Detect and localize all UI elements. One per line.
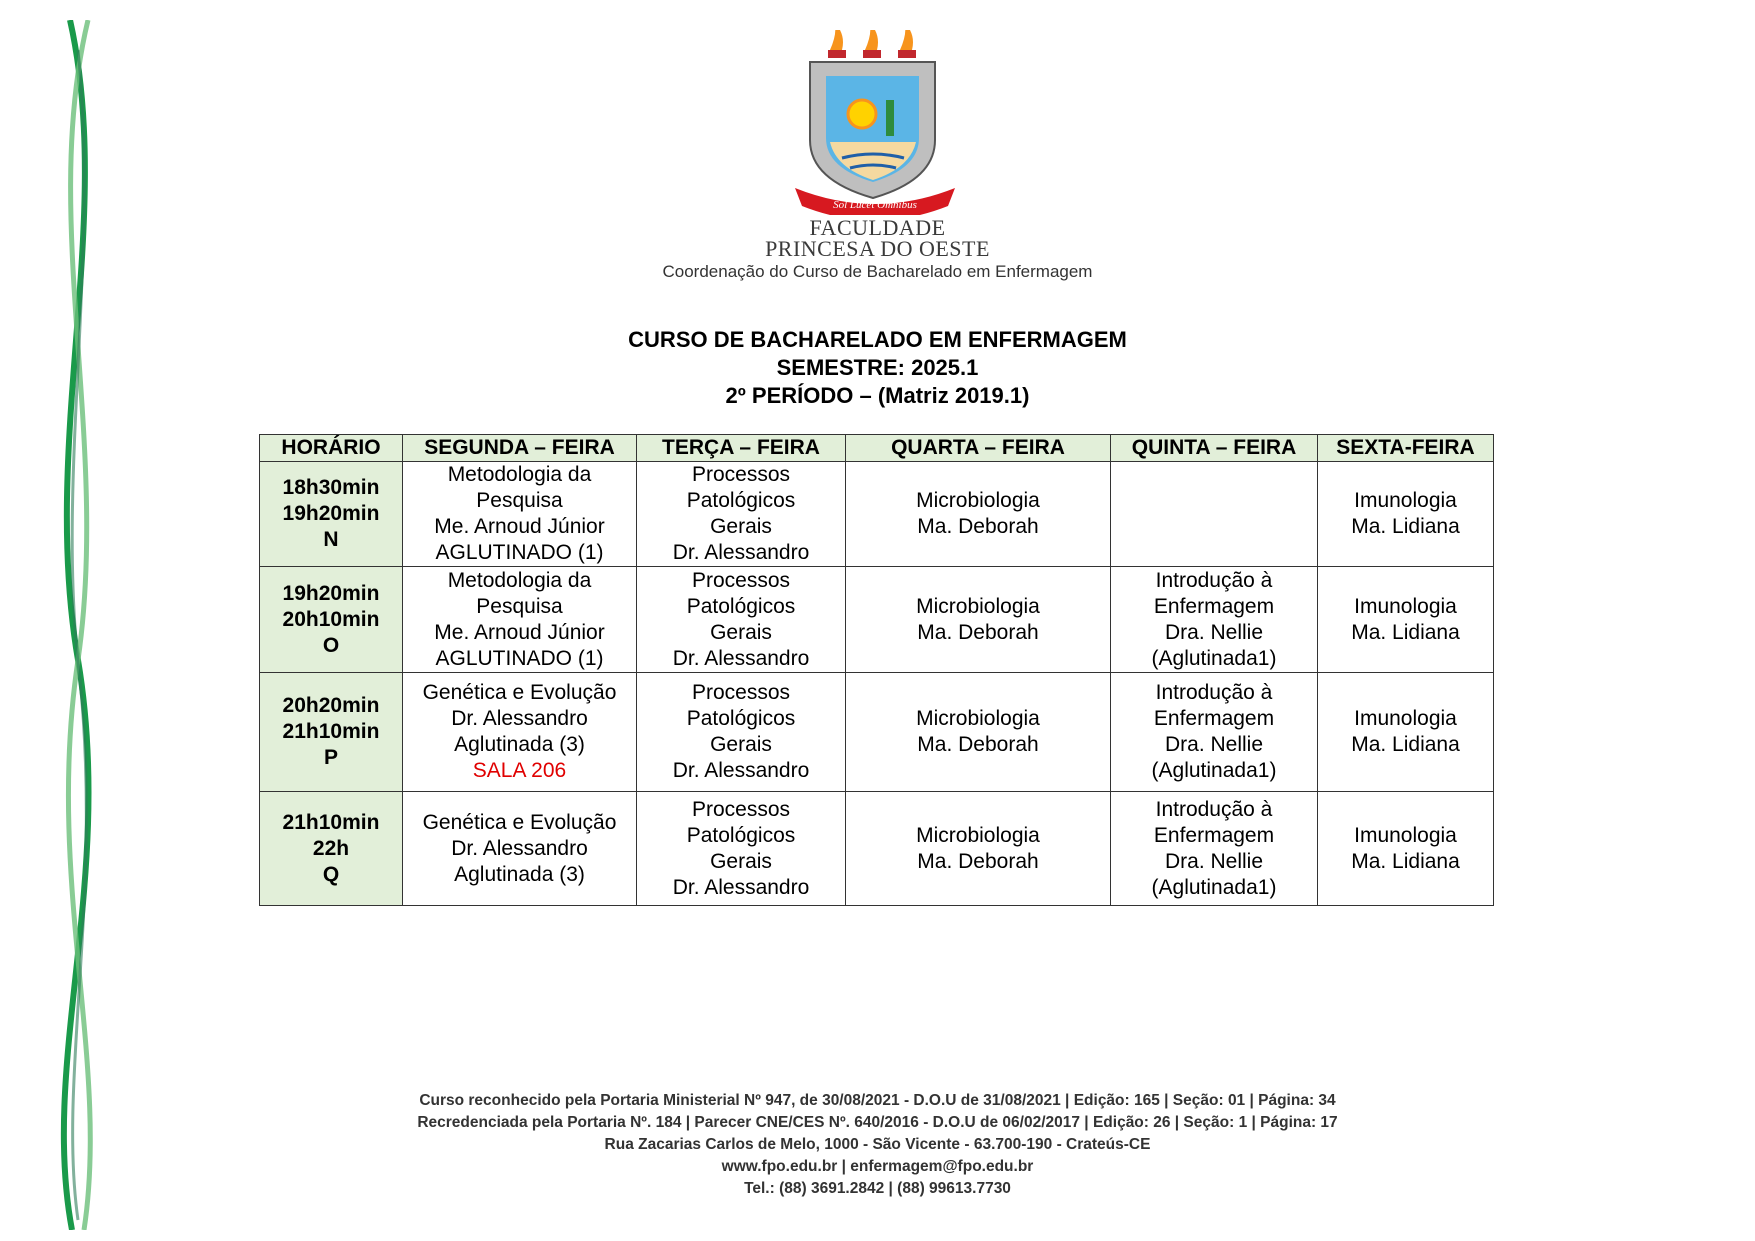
- cell-line: Dra. Nellie: [1164, 733, 1264, 756]
- sun-icon: [848, 100, 876, 128]
- wednesday-cell: [846, 462, 1111, 567]
- cell-line: Processos: [691, 568, 791, 592]
- motto-text: Sol Lucet Omnibus: [833, 199, 917, 211]
- cell-line: (Aglutinada1): [1151, 646, 1277, 670]
- time-cell: [260, 567, 403, 673]
- cell-line: Gerais: [710, 849, 772, 873]
- table-row: [260, 462, 1494, 567]
- cell-line: Microbiologia: [916, 707, 1040, 730]
- footer-line: www.fpo.edu.br | enfermagem@fpo.edu.br: [721, 1158, 1034, 1175]
- cell-line: Ma. Lidiana: [1351, 620, 1460, 644]
- cell-line: AGLUTINADO (1): [435, 541, 604, 564]
- cell-line: Introdução à: [1155, 681, 1273, 704]
- cell-line: Dr. Alessandro: [672, 541, 810, 564]
- cell-line: (Aglutinada1): [1151, 875, 1277, 899]
- tuesday-cell: [637, 462, 846, 567]
- cell-line: Processos: [691, 681, 791, 704]
- cell-line: Metodologia da: [447, 568, 592, 592]
- cell-line: Enfermagem: [1153, 594, 1275, 618]
- cell-line: Dr. Alessandro: [451, 707, 588, 730]
- cell-line: Genética e Evolução: [422, 810, 617, 834]
- cell-line: Ma. Deborah: [917, 733, 1039, 756]
- cell-line: Imunologia: [1354, 707, 1457, 730]
- table-row: [260, 673, 1494, 792]
- cell-line: Dr. Alessandro: [672, 759, 810, 782]
- cell-line: Processos: [691, 797, 791, 821]
- institution-crest-logo: [790, 30, 960, 215]
- cell-line: (Aglutinada1): [1151, 759, 1277, 782]
- room-note: SALA 206: [472, 759, 567, 782]
- footer: [0, 1090, 1755, 1200]
- cell-line: Enfermagem: [1153, 707, 1275, 730]
- column-header: TERÇA – FEIRA: [637, 435, 846, 462]
- cell-line: Ma. Deborah: [917, 849, 1039, 873]
- cell-line: Patológicos: [686, 707, 796, 730]
- cell-line: Genética e Evolução: [422, 681, 617, 704]
- tuesday-cell: [637, 792, 846, 906]
- period-title: 2º PERÍODO – (Matriz 2019.1): [725, 383, 1030, 408]
- cell-line: AGLUTINADO (1): [435, 646, 604, 670]
- time-cell: [260, 462, 403, 567]
- cell-line: Dra. Nellie: [1164, 620, 1264, 644]
- cell-line: Patológicos: [686, 594, 796, 618]
- column-header: QUINTA – FEIRA: [1111, 435, 1318, 462]
- cell-line: 19h20min: [282, 581, 380, 605]
- time-cell: [260, 792, 403, 906]
- footer-line: Tel.: (88) 3691.2842 | (88) 99613.7730: [744, 1180, 1011, 1197]
- cell-line: Metodologia da: [447, 463, 592, 486]
- cell-line: Dr. Alessandro: [672, 646, 810, 670]
- cell-line: Microbiologia: [916, 823, 1040, 847]
- cell-line: Gerais: [710, 515, 772, 538]
- cell-line: Imunologia: [1354, 489, 1457, 512]
- cell-line: Microbiologia: [916, 594, 1040, 618]
- institution-name-line1: FACULDADE: [809, 215, 946, 240]
- cell-line: Imunologia: [1354, 823, 1457, 847]
- friday-cell: [1318, 673, 1494, 792]
- table-row: [260, 567, 1494, 673]
- cell-line: Dr. Alessandro: [672, 875, 810, 899]
- wednesday-cell: [846, 567, 1111, 673]
- friday-cell: [1318, 792, 1494, 906]
- torch-flames-icon: [828, 30, 916, 58]
- friday-cell: [1318, 567, 1494, 673]
- coordination-subtitle: Coordenação do Curso de Bacharelado em Enfermagem: [662, 262, 1093, 281]
- cell-line: Dr. Alessandro: [451, 836, 588, 860]
- thursday-cell: [1111, 673, 1318, 792]
- time-cell: [260, 673, 403, 792]
- cell-line: Patológicos: [686, 823, 796, 847]
- tuesday-cell: [637, 567, 846, 673]
- cell-line: Me. Arnoud Júnior: [434, 515, 605, 538]
- cell-line: Microbiologia: [916, 489, 1040, 512]
- thursday-cell: [1111, 462, 1318, 567]
- cell-line: 18h30min: [282, 476, 380, 499]
- cell-line: Me. Arnoud Júnior: [434, 620, 605, 644]
- cell-line: Pesquisa: [476, 594, 563, 618]
- cell-line: Ma. Lidiana: [1351, 515, 1460, 538]
- tuesday-cell: [637, 673, 846, 792]
- cell-line: Pesquisa: [476, 489, 563, 512]
- column-header: SEXTA-FEIRA: [1318, 435, 1494, 462]
- cell-line: Enfermagem: [1153, 823, 1275, 847]
- document-titles: [0, 326, 1755, 410]
- cell-line: Introdução à: [1155, 568, 1273, 592]
- cell-line: Patológicos: [686, 489, 796, 512]
- schedule-table: [259, 434, 1494, 906]
- table-header-row: [260, 435, 1494, 462]
- column-header: HORÁRIO: [260, 435, 403, 462]
- cell-line: Introdução à: [1155, 797, 1273, 821]
- decorative-ribbon-image: [40, 20, 120, 1230]
- cell-line: O: [322, 633, 340, 657]
- monday-cell: [403, 567, 637, 673]
- cell-line: 20h20min: [282, 694, 380, 717]
- friday-cell: [1318, 462, 1494, 567]
- cell-line: Aglutinada (3): [454, 862, 585, 886]
- cell-line: Ma. Deborah: [917, 515, 1039, 538]
- cell-line: 21h10min: [282, 810, 380, 834]
- cell-line: N: [323, 528, 339, 551]
- wednesday-cell: [846, 792, 1111, 906]
- cell-line: Gerais: [710, 733, 772, 756]
- cell-line: Ma. Deborah: [917, 620, 1039, 644]
- course-title: CURSO DE BACHARELADO EM ENFERMAGEM: [628, 327, 1127, 352]
- table-row: [260, 792, 1494, 906]
- cell-line: Ma. Lidiana: [1351, 849, 1460, 873]
- cell-line: Imunologia: [1354, 594, 1457, 618]
- semester-title: SEMESTRE: 2025.1: [776, 355, 979, 380]
- cell-line: Ma. Lidiana: [1351, 733, 1460, 756]
- column-header: QUARTA – FEIRA: [846, 435, 1111, 462]
- wednesday-cell: [846, 673, 1111, 792]
- monday-cell: [403, 673, 637, 792]
- thursday-cell: [1111, 792, 1318, 906]
- cell-line: 21h10min: [282, 720, 380, 743]
- cactus-icon: [886, 100, 894, 136]
- cell-line: 19h20min: [282, 502, 380, 525]
- monday-cell: [403, 462, 637, 567]
- cell-line: Gerais: [710, 620, 772, 644]
- institution-name-line2: PRINCESA DO OESTE: [765, 236, 990, 261]
- thursday-cell: [1111, 567, 1318, 673]
- cell-line: Dra. Nellie: [1164, 849, 1264, 873]
- cell-line: P: [323, 746, 338, 769]
- footer-line: Rua Zacarias Carlos de Melo, 1000 - São Vicente - 63.700-190 - Crateús-CE: [604, 1136, 1151, 1153]
- cell-line: Processos: [691, 463, 791, 486]
- cell-line: Q: [322, 862, 340, 886]
- footer-line: Recredenciada pela Portaria Nº. 184 | Parecer CNE/CES Nº. 640/2016 - D.O.U de 06/02/2017 | Edição: 26 | Seção: 1 | Página: 17: [417, 1114, 1338, 1131]
- cell-line: Aglutinada (3): [454, 733, 585, 756]
- cell-line: 20h10min: [282, 607, 380, 631]
- monday-cell: [403, 792, 637, 906]
- column-header: SEGUNDA – FEIRA: [403, 435, 637, 462]
- footer-line: Curso reconhecido pela Portaria Ministerial Nº 947, de 30/08/2021 - D.O.U de 31/08/2021 | Edição: 165 | Seção: 01 | Página: 34: [419, 1092, 1336, 1109]
- cell-line: 22h: [312, 836, 350, 860]
